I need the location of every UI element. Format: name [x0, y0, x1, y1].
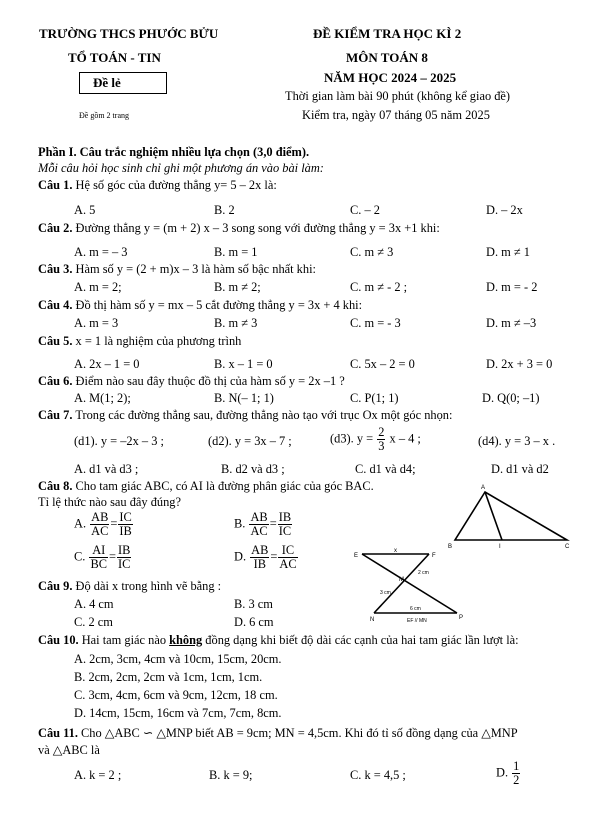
segment-ep: [362, 554, 457, 613]
exam-title: ĐỀ KIỂM TRA HỌC KÌ 2: [313, 26, 462, 41]
q10-label: Câu 10.: [38, 633, 79, 647]
school-year: NĂM HỌC 2024 – 2025: [324, 70, 457, 85]
q8-d-label: D.: [234, 549, 247, 564]
fig2-label-e: E: [354, 553, 359, 559]
q4-option-d: D. m ≠ –3: [486, 316, 537, 330]
question-7: [38, 408, 452, 423]
q8-a-frac1-den: AC: [91, 524, 109, 539]
fig2-label-f: F: [432, 553, 436, 559]
q9-option-c: C. 2 cm: [74, 615, 113, 629]
fig2-label-2cm: 2 cm: [418, 570, 429, 576]
q7-d3-den: 3: [378, 439, 385, 454]
group-name: TỔ TOÁN - TIN: [68, 50, 161, 65]
q8-a-label: A.: [74, 516, 87, 531]
q1-option-b: B. 2: [214, 203, 235, 217]
q1-option-d: D. – 2x: [486, 203, 523, 217]
q10-text-emphasis: không: [169, 633, 203, 647]
q8-d-frac2: [278, 544, 297, 571]
q5-text: x = 1 là nghiệm của phương trình: [75, 334, 242, 348]
q9-text: Độ dài x trong hình vẽ bằng :: [75, 579, 222, 593]
fig1-label-b: B: [448, 544, 453, 550]
q4-option-b: B. m ≠ 3: [214, 316, 258, 330]
question-8: [38, 479, 374, 494]
q6-option-d: D. Q(0; –1): [482, 391, 540, 405]
q8-text: Cho tam giác ABC, có AI là đường phân giác của góc BAC.: [75, 479, 374, 493]
fig2-label-n: N: [370, 617, 375, 623]
q3-option-c: C. m ≠ - 2 ;: [350, 280, 408, 294]
fig2-label-p: P: [459, 615, 464, 621]
q8-option-c: [74, 544, 132, 571]
q10-option-c: C. 3cm, 4cm, 6cm và 9cm, 12cm, 18 cm.: [74, 688, 278, 702]
q5-label: Câu 5.: [38, 334, 73, 348]
q2-text: Đường thẳng y = (m + 2) x – 3 song song với đường thẳng y = 3x +1 khi:: [75, 221, 440, 235]
q11-option-b: B. k = 9;: [209, 768, 253, 782]
fig2-label-m: M: [399, 577, 404, 583]
q4-label: Câu 4.: [38, 298, 73, 312]
q7-option-c: C. d1 và d4;: [355, 462, 416, 476]
q7-line-d4: (d4). y = 3 – x .: [478, 434, 556, 448]
q10-text-pre: Hai tam giác nào: [81, 633, 170, 647]
fig2-label-parallel: EF // MN: [407, 618, 427, 624]
q11-label: Câu 11.: [38, 726, 78, 740]
q1-text: Hệ số góc của đường thẳng y= 5 – 2x là:: [75, 178, 277, 192]
q8-a-frac2-num: IC: [119, 510, 132, 524]
q7-line-d1: (d1). y = –2x – 3 ;: [74, 434, 164, 448]
q7-d3-fraction: [377, 426, 385, 453]
q5-option-c: C. 5x – 2 = 0: [350, 357, 415, 371]
q5-option-a: A. 2x – 1 = 0: [74, 357, 140, 371]
q8-text2: Tỉ lệ thức nào sau đây đúng?: [38, 495, 181, 509]
q9-option-d: D. 6 cm: [234, 615, 274, 629]
q10-option-a: A. 2cm, 3cm, 4cm và 10cm, 15cm, 20cm.: [74, 652, 282, 666]
q2-option-d: D. m ≠ 1: [486, 245, 530, 259]
question-9: [38, 579, 221, 594]
triangle-abc: [455, 492, 567, 540]
q6-option-c: C. P(1; 1): [350, 391, 399, 405]
q6-option-a: A. M(1; 2);: [74, 391, 131, 405]
fig1-label-a: A: [481, 485, 486, 491]
fig2-label-3cm: 3 cm: [380, 590, 391, 596]
q11-option-c: C. k = 4,5 ;: [350, 768, 406, 782]
q7-option-a: A. d1 và d3 ;: [74, 462, 139, 476]
q8-d-frac2-den: AC: [279, 557, 297, 572]
q7-option-b: B. d2 và d3 ;: [221, 462, 285, 476]
q4-option-c: C. m = - 3: [350, 316, 401, 330]
bisector-ai: [485, 492, 502, 540]
part1-title: Phần I. Câu trắc nghiệm nhiều lựa chọn (3,0 điểm).: [38, 145, 310, 159]
q7-d3-num: 2: [378, 425, 385, 439]
q8-option-b: [234, 511, 293, 538]
question-11: [38, 725, 518, 741]
q10-text-post: đồng dạng khi biết độ dài các cạnh của hai tam giác lần lượt là:: [202, 633, 519, 647]
q8-b-frac2: [278, 511, 292, 538]
q7-label: Câu 7.: [38, 408, 73, 422]
q8-c-frac2: [117, 544, 131, 571]
fig2-label-x: x: [394, 548, 397, 554]
question-3: [38, 262, 316, 277]
q11-text2: và △ABC là: [38, 743, 100, 757]
q7-option-d: D. d1 và d2: [491, 462, 549, 476]
question-2: [38, 221, 440, 236]
q5-option-b: B. x – 1 = 0: [214, 357, 273, 371]
q8-b-frac1: [249, 511, 268, 538]
q8-d-frac1: [250, 544, 269, 571]
q8-b-frac2-num: IB: [278, 510, 292, 524]
q1-option-c: C. – 2: [350, 203, 380, 217]
q8-b-frac1-num: AB: [250, 510, 268, 524]
q8-c-frac2-num: IB: [118, 543, 131, 557]
question-4: [38, 298, 362, 313]
fig2-label-6cm: 6 cm: [410, 606, 421, 612]
q9-option-b: B. 3 cm: [234, 597, 273, 611]
q4-option-a: A. m = 3: [74, 316, 119, 330]
q3-option-d: D. m = - 2: [486, 280, 538, 294]
q5-option-d: D. 2x + 3 = 0: [486, 357, 553, 371]
q2-option-b: B. m = 1: [214, 245, 258, 259]
q9-label: Câu 9.: [38, 579, 73, 593]
part1-note: Mỗi câu hỏi học sinh chỉ ghi một phương án vào bài làm:: [38, 161, 324, 175]
q8-a-frac2-den: IB: [119, 524, 132, 539]
q1-option-a: A. 5: [74, 203, 96, 217]
q3-option-a: A. m = 2;: [74, 280, 122, 294]
q6-label: Câu 6.: [38, 374, 73, 388]
q11-d-label: D.: [496, 765, 509, 780]
q4-text: Đồ thị hàm số y = mx – 5 cắt đường thẳng y = 3x + 4 khi:: [75, 298, 363, 312]
q10-option-d: D. 14cm, 15cm, 16cm và 7cm, 7cm, 8cm.: [74, 706, 282, 720]
q11-text: Cho △ABC ∽ △MNP biết AB = 9cm; MN = 4,5cm. Khi đó tỉ số đồng dạng của △MNP: [81, 726, 518, 740]
q8-option-d: [234, 544, 299, 571]
q8-d-frac1-den: IB: [253, 557, 266, 572]
exam-date: Kiểm tra, ngày 07 tháng 05 năm 2025: [302, 108, 490, 122]
q10-option-b: B. 2cm, 2cm, 2cm và 1cm, 1cm, 1cm.: [74, 670, 263, 684]
question-5: [38, 334, 241, 349]
q8-c-frac1: [89, 544, 108, 571]
q8-a-eq: =: [110, 516, 118, 531]
q11-d-num: 1: [513, 759, 520, 773]
segment-fn: [374, 554, 429, 613]
q2-label: Câu 2.: [38, 221, 73, 235]
fig1-label-c: C: [565, 544, 570, 550]
parallel-lines-figure: [344, 546, 474, 626]
q2-option-a: A. m = – 3: [74, 245, 128, 259]
q2-option-c: C. m ≠ 3: [350, 245, 394, 259]
q11-d-den: 2: [513, 773, 520, 788]
q8-b-label: B.: [234, 516, 246, 531]
q7-line-d3: [330, 426, 421, 453]
triangle-abc-figure: [445, 482, 575, 554]
q8-label: Câu 8.: [38, 479, 73, 493]
page-count: Đề gồm 2 trang: [79, 111, 129, 120]
q3-text: Hàm số y = (2 + m)x – 3 là hàm số bậc nhất khi:: [75, 262, 316, 276]
q1-label: Câu 1.: [38, 178, 73, 192]
q9-option-a: A. 4 cm: [74, 597, 114, 611]
q8-a-frac1-num: AB: [91, 510, 109, 524]
q8-d-frac2-num: IC: [278, 544, 297, 558]
school-name: TRƯỜNG THCS PHƯỚC BỬU: [39, 26, 219, 41]
time-limit: Thời gian làm bài 90 phút (không kể giao đề): [285, 89, 511, 103]
question-6: [38, 374, 345, 389]
subject: MÔN TOÁN 8: [346, 50, 428, 65]
q7-d3-suffix: x – 4 ;: [389, 431, 421, 446]
q7-d3-prefix: (d3). y =: [330, 431, 374, 446]
q3-label: Câu 3.: [38, 262, 73, 276]
q8-b-eq: =: [269, 516, 277, 531]
q3-option-b: B. m ≠ 2;: [214, 280, 261, 294]
q8-c-frac2-den: IC: [118, 557, 131, 572]
q6-text: Điểm nào sau đây thuộc đồ thị của hàm số y = 2x –1 ?: [75, 374, 345, 388]
exam-code: Đề lẻ: [93, 75, 121, 90]
q8-c-label: C.: [74, 549, 86, 564]
q8-c-frac1-den: BC: [90, 557, 108, 572]
q8-a-frac2: [118, 511, 132, 538]
q8-c-eq: =: [109, 549, 117, 564]
q8-d-eq: =: [270, 549, 278, 564]
q6-option-b: B. N(– 1; 1): [214, 391, 274, 405]
q8-option-a: [74, 511, 134, 538]
q7-line-d2: (d2). y = 3x – 7 ;: [208, 434, 292, 448]
q11-d-fraction: [512, 760, 520, 787]
fig1-label-i: I: [499, 544, 501, 550]
question-10: [38, 633, 519, 648]
q8-d-frac1-num: AB: [251, 543, 269, 557]
q8-c-frac1-num: AI: [89, 544, 108, 558]
q7-text: Trong các đường thẳng sau, đường thẳng nào tạo với trục Ox một góc nhọn:: [75, 408, 453, 422]
q8-a-frac1: [90, 511, 109, 538]
q8-b-frac1-den: AC: [250, 524, 268, 539]
question-1: [38, 178, 277, 193]
q8-b-frac2-den: IC: [278, 524, 292, 539]
q11-option-d: [496, 760, 521, 787]
q11-option-a: A. k = 2 ;: [74, 768, 122, 782]
